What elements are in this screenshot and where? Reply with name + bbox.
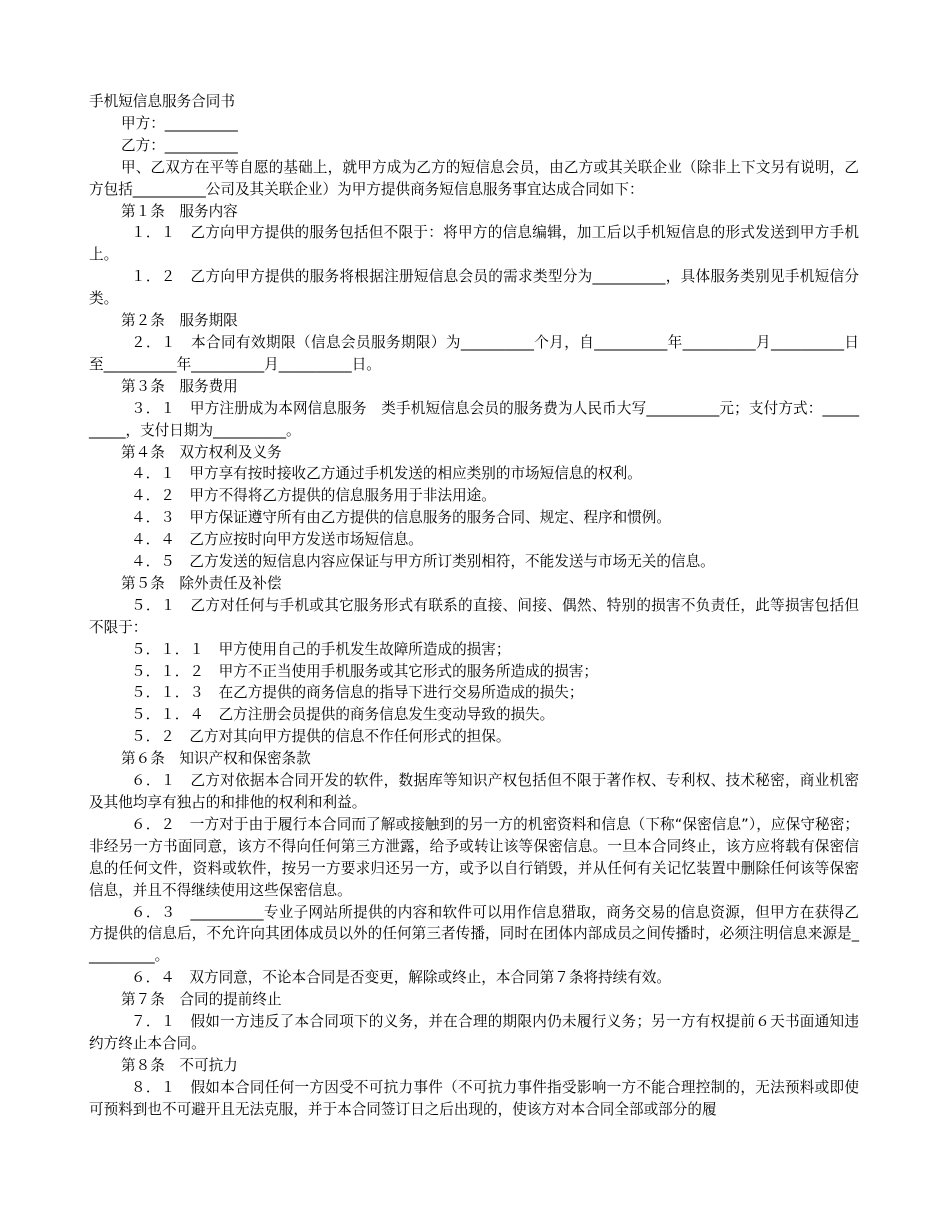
clause-4-1: ４．１ 甲方享有按时接收乙方通过手机发送的相应类别的市场短信息的权利。 bbox=[131, 465, 642, 483]
article-8-heading: 第８条 不可抗力 bbox=[121, 1056, 238, 1074]
clause-8-1: ８．１ 假如本合同任何一方因受不可抗力事件（不可抗力事件指受影响一方不能合理控制的，无法预料或即使可预料到也不可避开且无法克服，并于本合同签订日之后出现的，使该方对本合同全部或部分的履 bbox=[89, 1078, 859, 1118]
clause-1-2: １．２ 乙方向甲方提供的服务将根据注册短信息会员的需求类型分为__________，具体服务类别见手机短信分类。 bbox=[89, 268, 859, 308]
clause-5-1-2: ５．１．２ 甲方不正当使用手机服务或其它形式的服务所造成的损害； bbox=[131, 662, 599, 680]
article-3-heading: 第３条 服务费用 bbox=[121, 377, 238, 395]
article-6-heading: 第６条 知识产权和保密条款 bbox=[121, 750, 311, 768]
document-title: 手机短信息服务合同书 bbox=[89, 93, 235, 110]
clause-5-1-1: ５．１．１ 甲方使用自己的手机发生故障所造成的损害； bbox=[131, 640, 511, 658]
clause-4-5: ４．５ 乙方发送的短信息内容应保证与甲方所订类别相符，不能发送与市场无关的信息。 bbox=[131, 553, 715, 571]
intro-paragraph: 甲、乙双方在平等自愿的基础上，就甲方成为乙方的短信息会员，由乙方或其关联企业（除非上下文另有说明，乙方包括__________公司及其关联企业）为甲方提供商务短信息服务事宜达成合同如下： bbox=[89, 158, 859, 198]
article-5-heading: 第５条 除外责任及补偿 bbox=[121, 574, 282, 592]
article-7-heading: 第７条 合同的提前终止 bbox=[121, 991, 282, 1009]
clause-3-1: ３．１ 甲方注册成为本网信息服务 类手机短信息会员的服务费为人民币大写__________元；支付方式：__________，支付日期为__________。 bbox=[89, 399, 859, 439]
clause-1-1: １．１ 乙方向甲方提供的服务包括但不限于：将甲方的信息编辑，加工后以手机短信息的形式发送到甲方手机上。 bbox=[89, 224, 859, 264]
clause-4-2: ４．２ 甲方不得将乙方提供的信息服务用于非法用途。 bbox=[131, 487, 496, 505]
clause-6-1: ６．１ 乙方对依据本合同开发的软件，数据库等知识产权包括但不限于著作权、专利权、技术秘密，商业机密及其他均享有独占的和排他的权利和利益。 bbox=[89, 772, 859, 811]
clause-4-3: ４．３ 甲方保证遵守所有由乙方提供的信息服务的服务合同、规定、程序和惯例。 bbox=[131, 509, 671, 527]
clause-5-1-4: ５．１．４ 乙方注册会员提供的商务信息发生变动导致的损失。 bbox=[131, 706, 555, 724]
party-a-line: 甲方：__________ bbox=[121, 114, 238, 132]
contract-document bbox=[89, 91, 859, 1121]
clause-5-1: ５．１ 乙方对任何与手机或其它服务形式有联系的直接、间接、偶然、特别的损害不负责任，此等损害包括但不限于： bbox=[89, 596, 859, 636]
clause-4-4: ４．４ 乙方应按时向甲方发送市场短信息。 bbox=[131, 531, 423, 549]
clause-6-2: ６．２ 一方对于由于履行本合同而了解或接触到的另一方的机密资料和信息（下称“保密信息”），应保守秘密；非经另一方书面同意，该方不得向任何第三方泄露，给予或转让该等保密信息。一旦本合同终止，该方应将载有保密信息的任何文件，资料或软件，按另一方要求归还另一方，或予以自行销毁，并从任何有关记忆装置中删除任何该等保密信息，并且不得继续使用这些保密信息。 bbox=[89, 815, 859, 899]
clause-6-3: ６．３ __________专业子网站所提供的内容和软件可以用作信息猎取，商务交易的信息资源，但甲方在获得乙方提供的信息后，不允许向其团体成员以外的任何第三者传播，同时在团体内部成员之间传播时，必须注明信息来源是__________。 bbox=[89, 903, 859, 965]
clause-2-1: ２．１ 本合同有效期限（信息会员服务期限）为__________个月，自__________年__________月__________日至__________年__________月__________日。 bbox=[89, 333, 859, 373]
clause-5-1-3: ５．１．３ 在乙方提供的商务信息的指导下进行交易所造成的损失； bbox=[131, 684, 584, 702]
clause-6-4: ６．４ 双方同意，不论本合同是否变更，解除或终止，本合同第７条将持续有效。 bbox=[131, 969, 671, 987]
clause-7-1: ７．１ 假如一方违反了本合同项下的义务，并在合理的期限内仍未履行义务；另一方有权提前６天书面通知违约方终止本合同。 bbox=[89, 1013, 859, 1052]
article-4-heading: 第４条 双方权利及义务 bbox=[121, 443, 282, 461]
clause-5-2: ５．２ 乙方对其向甲方提供的信息不作任何形式的担保。 bbox=[131, 728, 511, 746]
article-2-heading: 第２条 服务期限 bbox=[121, 312, 238, 330]
article-1-heading: 第１条 服务内容 bbox=[121, 202, 238, 220]
party-b-line: 乙方：__________ bbox=[121, 136, 238, 154]
